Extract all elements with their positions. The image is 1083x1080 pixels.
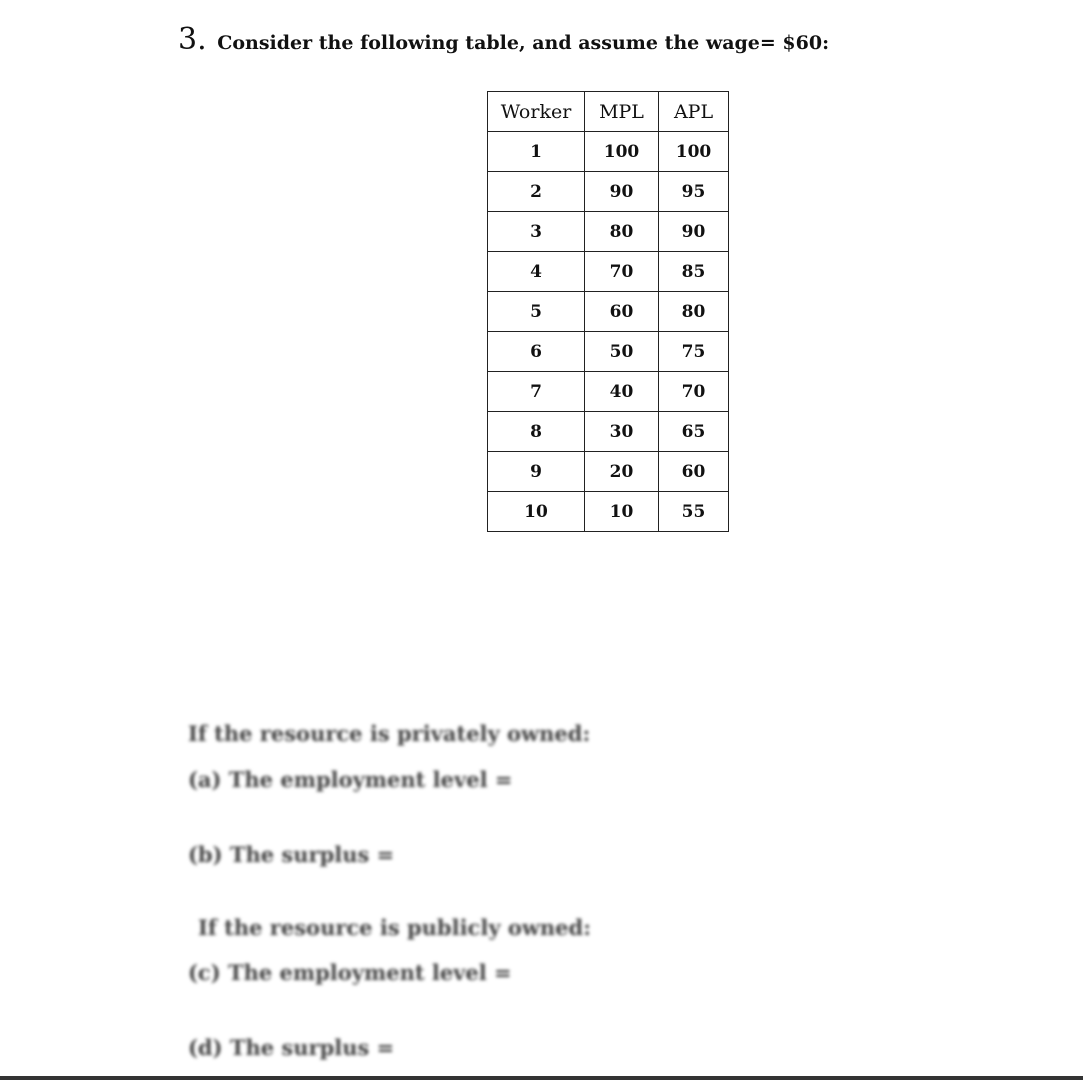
cell-apl: 90	[659, 212, 729, 252]
cell-worker: 8	[488, 412, 585, 452]
table-row	[488, 412, 729, 452]
cell-mpl: 60	[585, 292, 659, 332]
table-row	[488, 252, 729, 292]
private-ownership-heading: If the resource is privately owned:	[188, 721, 591, 746]
cell-worker: 2	[488, 172, 585, 212]
cell-apl: 60	[659, 452, 729, 492]
question-text: Consider the following table, and assume the wage= $60:	[217, 32, 830, 54]
cell-worker: 1	[488, 132, 585, 172]
cell-mpl: 10	[585, 492, 659, 532]
header-apl: APL	[659, 92, 729, 132]
cell-apl: 100	[659, 132, 729, 172]
table-row	[488, 172, 729, 212]
cell-mpl: 20	[585, 452, 659, 492]
production-table	[487, 91, 729, 532]
cell-apl: 65	[659, 412, 729, 452]
page-bottom-divider	[0, 1076, 1083, 1080]
cell-apl: 75	[659, 332, 729, 372]
cell-worker: 4	[488, 252, 585, 292]
table-row	[488, 332, 729, 372]
table-row	[488, 212, 729, 252]
prompt-a-employment-level: (a) The employment level =	[188, 767, 513, 792]
table-row	[488, 452, 729, 492]
cell-worker: 3	[488, 212, 585, 252]
header-mpl: MPL	[585, 92, 659, 132]
table-row	[488, 372, 729, 412]
cell-apl: 80	[659, 292, 729, 332]
cell-mpl: 80	[585, 212, 659, 252]
cell-mpl: 50	[585, 332, 659, 372]
cell-mpl: 90	[585, 172, 659, 212]
header-worker: Worker	[488, 92, 585, 132]
cell-apl: 85	[659, 252, 729, 292]
prompt-b-surplus: (b) The surplus =	[188, 842, 395, 867]
question-prompt	[178, 22, 829, 57]
cell-apl: 70	[659, 372, 729, 412]
public-ownership-heading: If the resource is publicly owned:	[198, 915, 591, 940]
cell-mpl: 70	[585, 252, 659, 292]
cell-mpl: 100	[585, 132, 659, 172]
prompt-d-surplus: (d) The surplus =	[188, 1035, 395, 1060]
cell-worker: 5	[488, 292, 585, 332]
cell-apl: 55	[659, 492, 729, 532]
cell-mpl: 30	[585, 412, 659, 452]
cell-worker: 7	[488, 372, 585, 412]
cell-worker: 9	[488, 452, 585, 492]
cell-mpl: 40	[585, 372, 659, 412]
prompt-c-employment-level: (c) The employment level =	[188, 960, 512, 985]
table-row	[488, 292, 729, 332]
cell-worker: 10	[488, 492, 585, 532]
cell-worker: 6	[488, 332, 585, 372]
table-row	[488, 492, 729, 532]
table-row	[488, 132, 729, 172]
question-number: 3.	[178, 22, 207, 57]
cell-apl: 95	[659, 172, 729, 212]
table-header-row	[488, 92, 729, 132]
